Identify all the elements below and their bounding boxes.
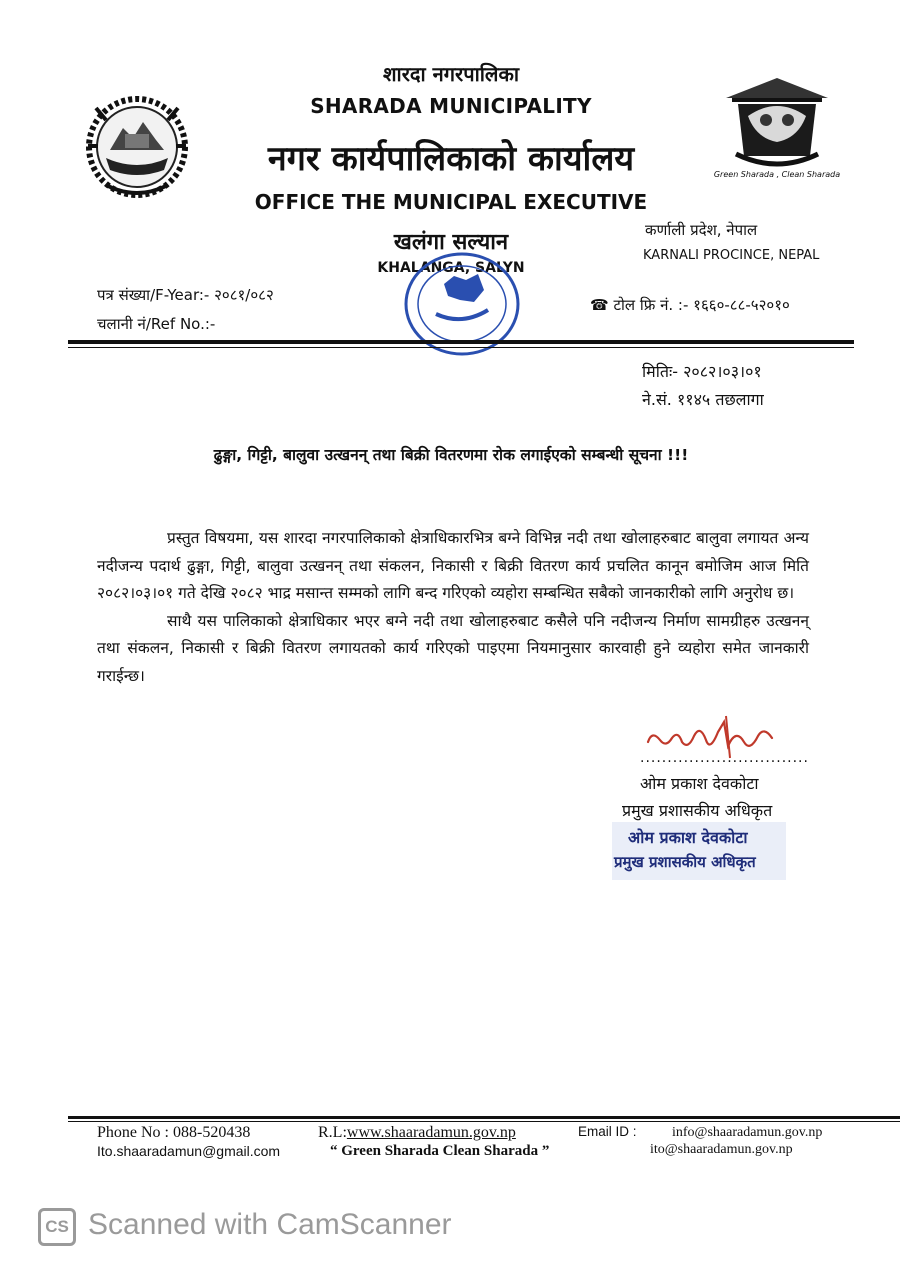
header-english-address: KHALANGA, SALYN [377,260,525,276]
header-english-municipality: SHARADA MUNICIPALITY [310,94,592,118]
footer-divider-thin [68,1121,900,1122]
name-stamp-name: ओम प्रकाश देवकोटा [628,828,748,847]
toll-free-number [590,295,790,315]
header-nepali-address: खलंगा सल्यान [393,230,509,255]
footer-phone: Phone No : 088-520438 [97,1124,251,1141]
dispatch-ref-no: चलानी नं/Ref No.:- [97,315,216,333]
signatory-title: प्रमुख प्रशासकीय अधिकृत [622,801,773,820]
logo-tagline: Green Sharada , Clean Sharada [713,170,841,179]
footer-slogan: “ Green Sharada Clean Sharada ” [330,1143,550,1159]
header-divider [68,340,854,344]
province-english: KARNALI PROCINCE, NEPAL [643,248,820,263]
camscanner-logo-icon: CS [38,1208,76,1246]
toll-free-text: टोल फ्रि नं. :- १६६०-८८-५२०१० [613,296,790,314]
signature-line: ............................... [640,750,809,766]
name-stamp-title: प्रमुख प्रशासकीय अधिकृत [614,853,756,871]
body-paragraph-1: प्रस्तुत विषयमा, यस शारदा नगरपालिकाको क्षेत्राधिकारभित्र बग्ने विभिन्न नदी तथा खोलाहरुबाट बालुवा लगायत अन्य नदीजन्य पदार्थ ढुङ्गा, गिट्टी, बालुवा उत्खनन् तथा संकलन, निकासी र बिक्री वितरण कार्य प्रचलित कानून बमोजिम आज मिति २०८२।०३।०१ गते देखि २०८२ भाद्र मसान्त सम्मको लागि बन्द गरिएको व्यहोरा सम्बन्धित सबैको जानकारीको लागि अनुरोध छ। [97,529,809,602]
footer-email-ito[interactable]: ito@shaaradamun.gov.np [650,1142,793,1157]
letter-fiscal-year: पत्र संख्या/F-Year:- २०८१/०८२ [97,286,274,304]
notice-subject: ढुङ्गा, गिट्टी, बालुवा उत्खनन् तथा बिक्री वितरणमा रोक लगाईएको सम्बन्धी सूचना !!! [213,446,689,464]
header-nepali-municipality: शारदा नगरपालिका [382,62,520,86]
telephone-icon: ☎ [590,296,609,314]
footer-rl-label: R.L: [318,1124,347,1141]
footer-email-info[interactable]: info@shaaradamun.gov.np [672,1125,823,1140]
body-paragraph-2: साथै यस पालिकाको क्षेत्राधिकार भएर बग्ने नदी तथा खोलाहरुबाट कसैले पनि नदीजन्य निर्माण सामग्रीहरु उत्खनन् तथा संकलन, निकासी र बिक्री वितरण लगायतको कार्य गरिएको पाइएमा नियमानुसार कारवाही हुने व्यहोरा समेत जानकारी गराईन्छ। [97,611,809,685]
footer-divider [68,1116,900,1119]
footer-website-line [318,1124,516,1142]
header-nepali-office: नगर कार्यपालिकाको कार्यालय [267,139,635,179]
province-nepali: कर्णाली प्रदेश, नेपाल [645,221,758,239]
letter-date: मितिः- २०८२।०३।०१ [642,362,762,381]
footer-gmail: Ito.shaaradamun@gmail.com [97,1143,281,1159]
signatory-name: ओम प्रकाश देवकोटा [640,774,759,793]
header-divider-thin [68,347,854,348]
header-english-office: OFFICE THE MUNICIPAL EXECUTIVE [254,190,648,214]
notice-body [97,525,809,690]
footer-website-link[interactable]: www.shaaradamun.gov.np [346,1124,516,1141]
camscanner-watermark: Scanned with CamScanner [88,1208,452,1241]
official-round-stamp [398,250,528,362]
nepal-sambat-date: ने.सं. ११४५ तछलागा [642,390,764,409]
footer-email-label: Email ID : [578,1124,637,1139]
